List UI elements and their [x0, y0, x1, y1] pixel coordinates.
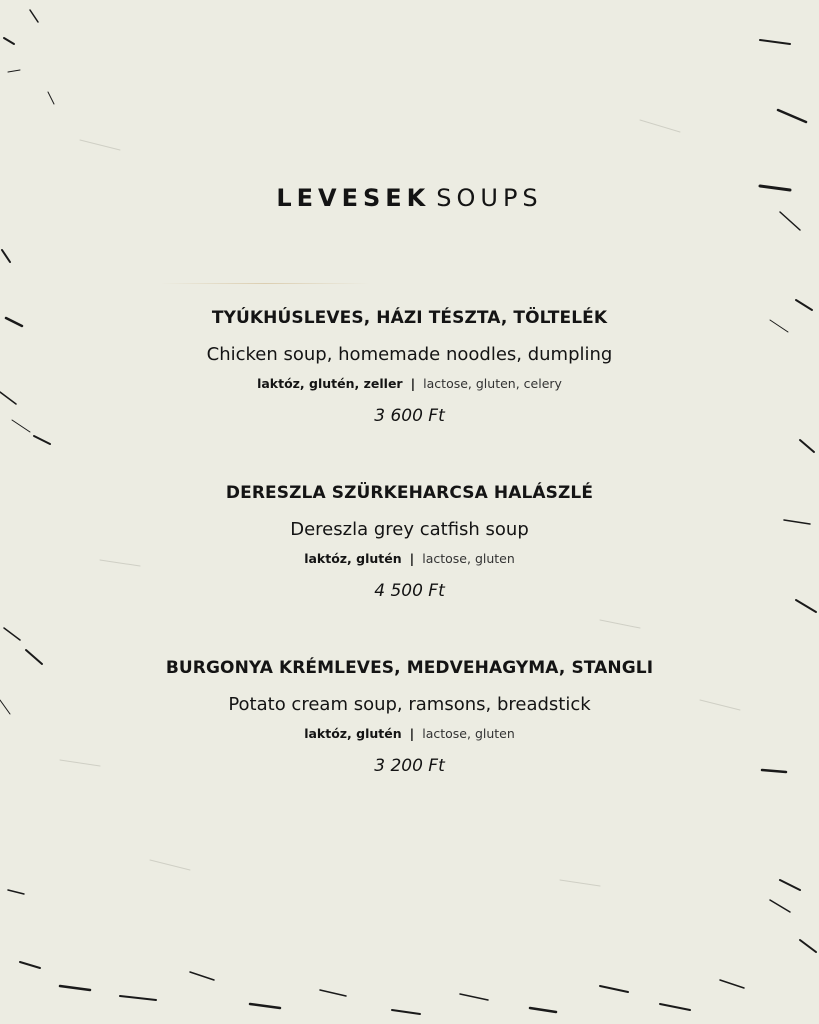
allergen-separator: | — [409, 726, 415, 741]
allergens-hu: laktóz, glutén — [304, 726, 402, 741]
allergen-line — [0, 725, 819, 743]
section-title-en: SOUPS — [436, 184, 543, 212]
dish-name-hu: TYÚKHÚSLEVES, HÁZI TÉSZTA, TÖLTELÉK — [211, 308, 608, 328]
allergens-en: lactose, gluten — [422, 551, 515, 566]
allergen-separator: | — [409, 551, 415, 566]
allergen-line — [0, 375, 819, 393]
menu-item — [0, 656, 819, 777]
menu-item — [0, 306, 819, 427]
dish-description-en: Potato cream soup, ramsons, breadstick — [228, 694, 591, 715]
menu-item — [0, 481, 819, 602]
allergens-en: lactose, gluten, celery — [423, 376, 562, 391]
allergen-separator: | — [410, 376, 416, 391]
dish-name-hu: DERESZLA SZÜRKEHARCSA HALÁSZLÉ — [225, 483, 594, 503]
section-title-hu: LEVESEK — [276, 184, 431, 212]
dish-price: 3 600 Ft — [374, 406, 445, 426]
allergen-line — [0, 550, 819, 568]
dish-description-en: Dereszla grey catfish soup — [290, 519, 529, 540]
dish-description-en: Chicken soup, homemade noodles, dumpling — [206, 344, 613, 365]
allergens-hu: laktóz, glutén — [304, 551, 402, 566]
allergens-hu: laktóz, glutén, zeller — [257, 376, 403, 391]
dish-price: 4 500 Ft — [374, 581, 445, 601]
dish-price: 3 200 Ft — [374, 756, 445, 776]
section-heading — [0, 182, 819, 214]
decorative-divider — [160, 283, 370, 284]
allergens-en: lactose, gluten — [422, 726, 515, 741]
dish-name-hu: BURGONYA KRÉMLEVES, MEDVEHAGYMA, STANGLI — [165, 658, 654, 678]
